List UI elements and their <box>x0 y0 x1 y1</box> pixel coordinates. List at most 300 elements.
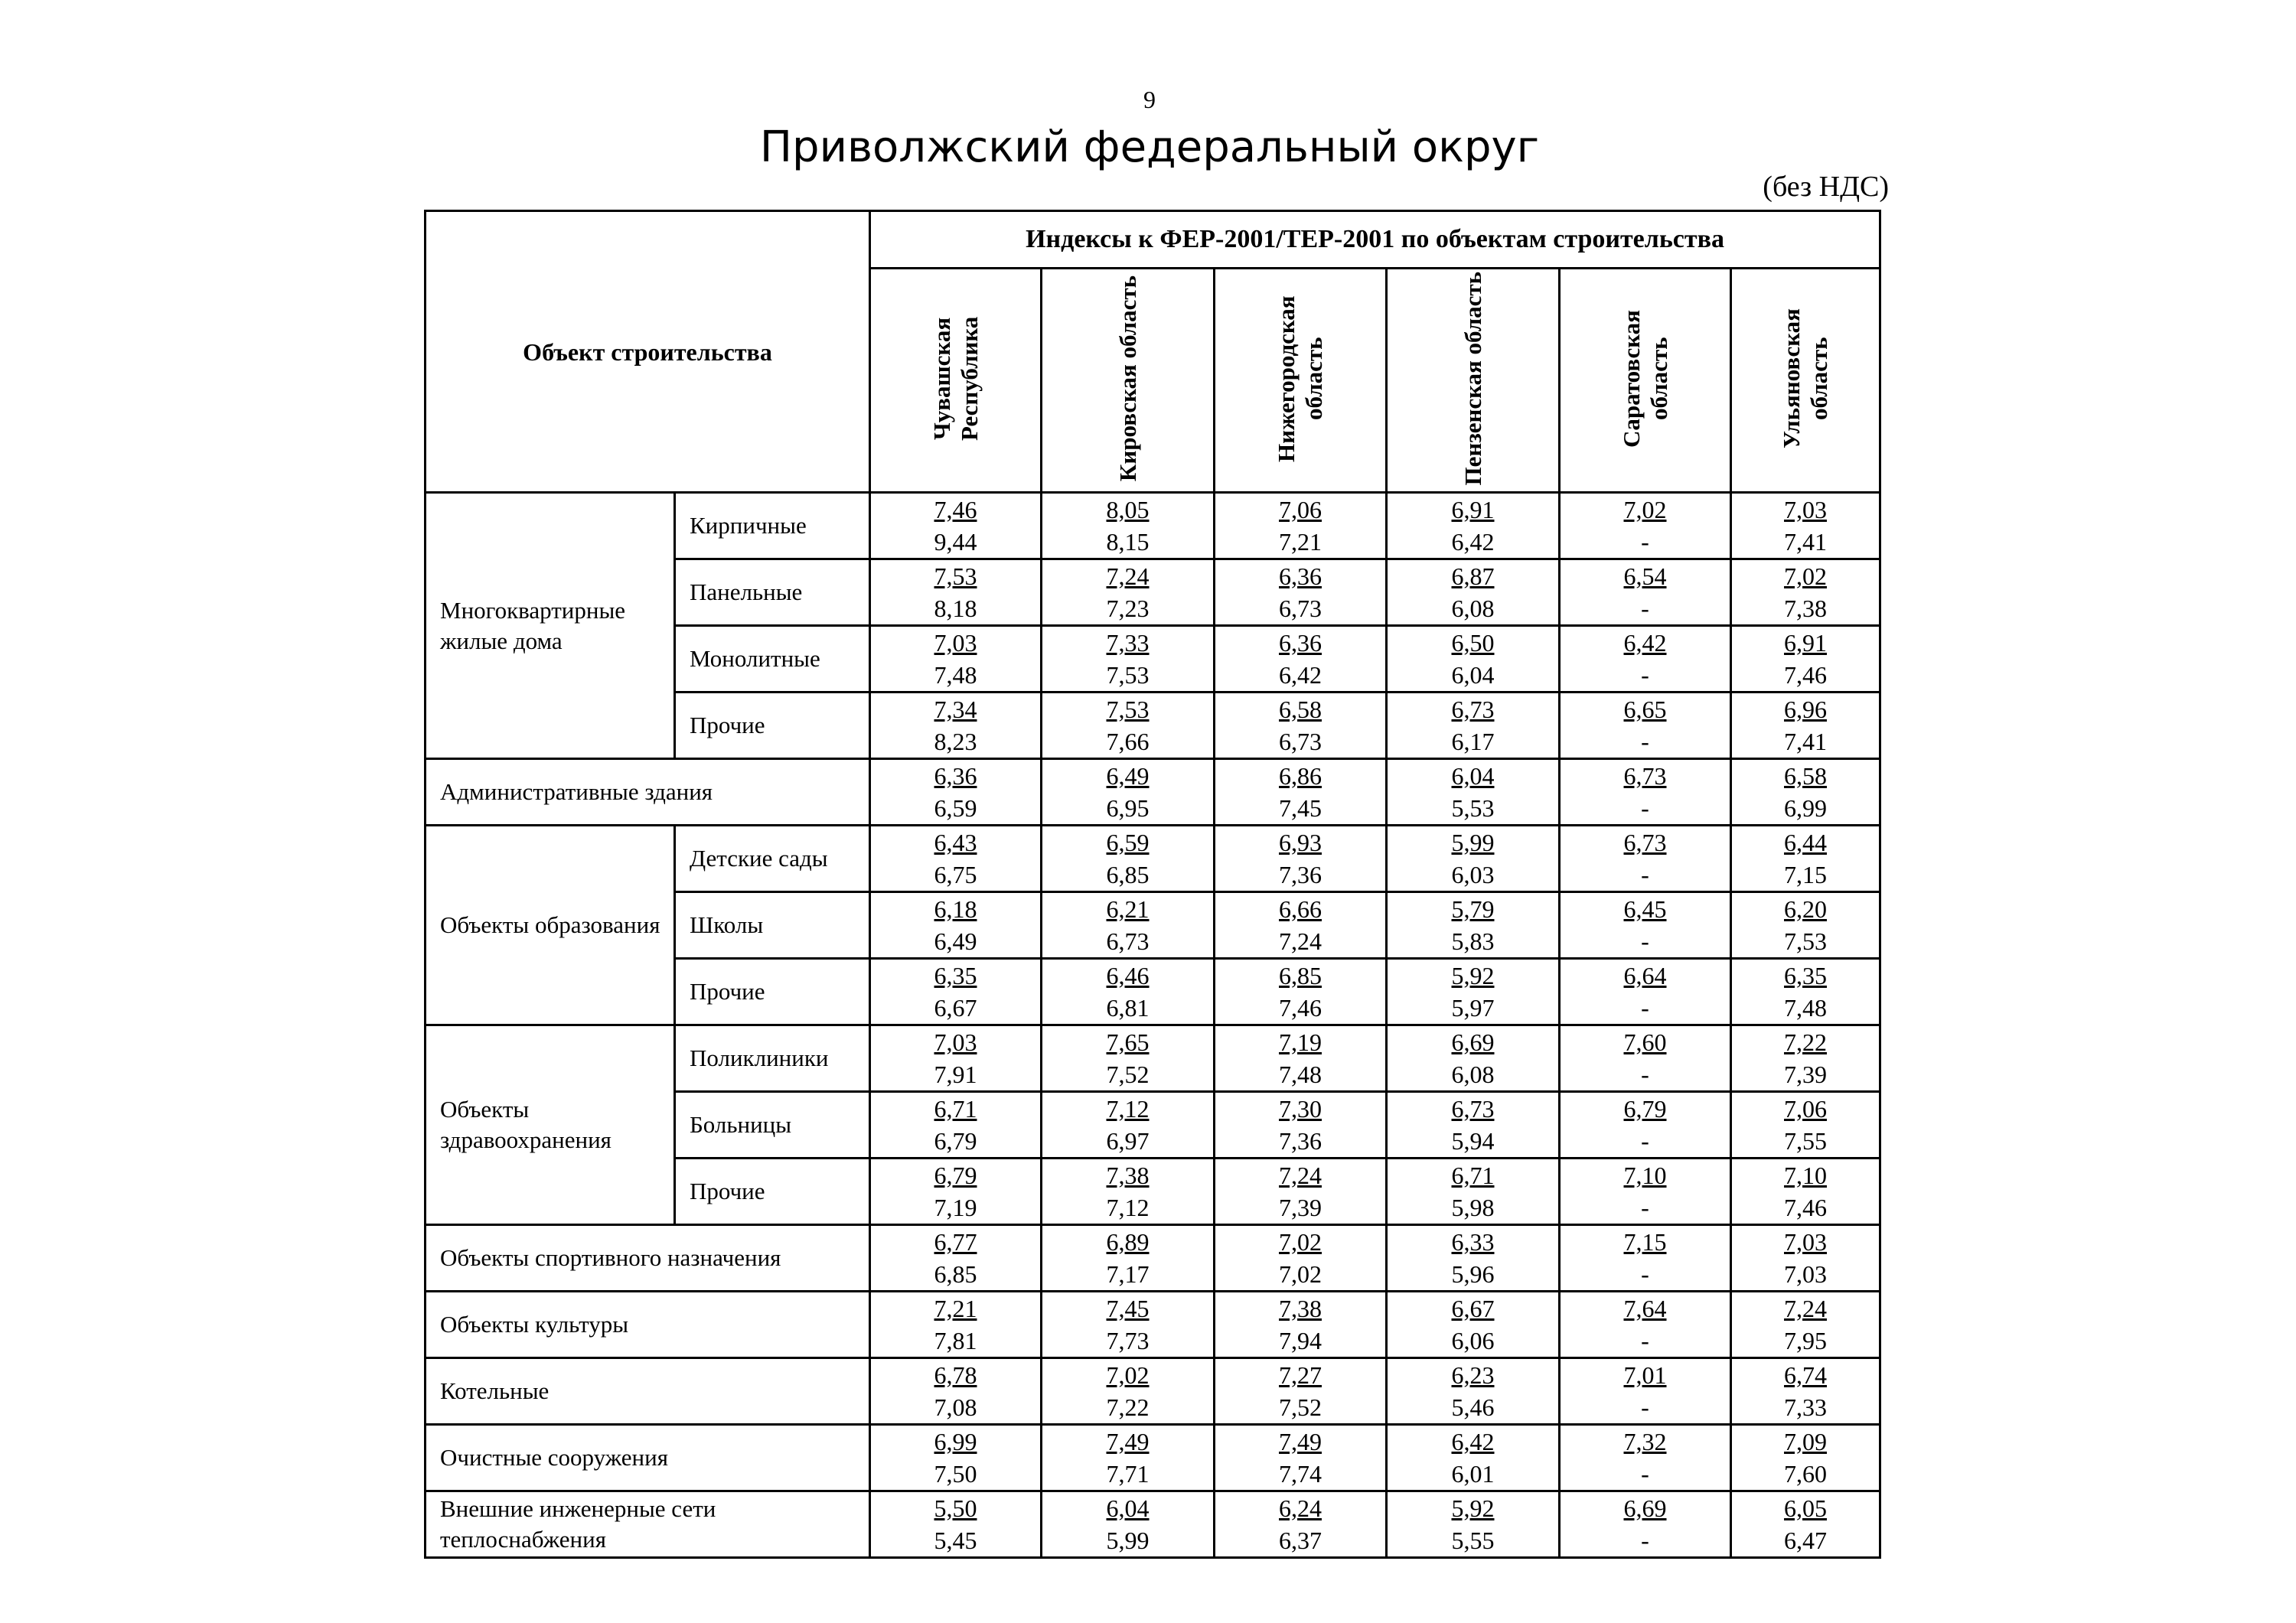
index-fer: 6,78 <box>934 1361 977 1389</box>
index-cell <box>1560 1491 1731 1558</box>
index-cell <box>1560 1225 1731 1292</box>
index-cell <box>870 1159 1042 1225</box>
index-ter: 7,03 <box>1784 1260 1828 1288</box>
object-subtype: Больницы <box>675 1092 870 1159</box>
index-ter: 6,06 <box>1451 1327 1495 1354</box>
index-fer: 7,06 <box>1279 496 1322 523</box>
index-cell <box>1731 826 1880 892</box>
index-fer: 6,24 <box>1279 1494 1322 1522</box>
index-cell <box>1042 1025 1215 1092</box>
index-fer: 7,12 <box>1106 1095 1150 1123</box>
index-cell <box>1387 826 1560 892</box>
index-ter: 7,21 <box>1279 528 1322 556</box>
index-table <box>424 210 1881 1559</box>
index-fer: 6,45 <box>1623 895 1667 923</box>
index-cell <box>1215 826 1387 892</box>
object-subtype: Прочие <box>675 693 870 759</box>
index-fer: 6,69 <box>1623 1494 1667 1522</box>
index-ter: 7,02 <box>1279 1260 1322 1288</box>
index-fer: 7,32 <box>1623 1428 1667 1455</box>
index-ter: 6,59 <box>934 794 977 822</box>
index-fer: 6,04 <box>1451 762 1495 790</box>
index-fer: 6,44 <box>1784 829 1828 856</box>
index-cell <box>1560 759 1731 826</box>
table-row <box>426 1292 1880 1358</box>
index-fer: 6,43 <box>934 829 977 856</box>
index-ter: 7,48 <box>1784 994 1828 1022</box>
index-cell <box>1560 1425 1731 1491</box>
index-cell <box>1042 1159 1215 1225</box>
index-fer: 6,46 <box>1106 962 1150 989</box>
object-subtype: Поликлиники <box>675 1025 870 1092</box>
index-cell <box>1042 1358 1215 1425</box>
index-fer: 7,10 <box>1623 1162 1667 1189</box>
index-fer: 6,35 <box>934 962 977 989</box>
index-fer: 6,04 <box>1106 1494 1150 1522</box>
index-ter: 7,19 <box>934 1194 977 1221</box>
index-fer: 6,73 <box>1623 762 1667 790</box>
index-fer: 6,79 <box>934 1162 977 1189</box>
index-fer: 6,36 <box>1279 562 1322 590</box>
index-ter: 7,48 <box>934 661 977 689</box>
index-ter: 7,46 <box>1784 1194 1828 1221</box>
index-fer: 6,18 <box>934 895 977 923</box>
header-region <box>1042 269 1215 493</box>
index-cell <box>870 493 1042 559</box>
index-fer: 7,33 <box>1106 629 1150 657</box>
index-ter: 8,23 <box>934 728 977 755</box>
index-ter: - <box>1641 728 1649 755</box>
index-cell <box>1215 1092 1387 1159</box>
index-cell <box>1731 1159 1880 1225</box>
index-fer: 6,93 <box>1279 829 1322 856</box>
index-fer: 7,21 <box>934 1295 977 1322</box>
index-fer: 7,60 <box>1623 1028 1667 1056</box>
index-fer: 6,36 <box>1279 629 1322 657</box>
index-cell <box>1560 1092 1731 1159</box>
index-cell <box>1731 892 1880 959</box>
index-ter: 6,42 <box>1279 661 1322 689</box>
index-cell <box>1215 559 1387 626</box>
index-fer: 6,86 <box>1279 762 1322 790</box>
table-row <box>426 826 1880 892</box>
index-ter: 7,08 <box>934 1393 977 1421</box>
index-ter: 7,71 <box>1106 1460 1150 1488</box>
index-ter: 5,97 <box>1451 994 1495 1022</box>
index-ter: - <box>1641 1393 1649 1421</box>
index-fer: 6,87 <box>1451 562 1495 590</box>
index-ter: 5,99 <box>1106 1527 1150 1554</box>
index-ter: 7,91 <box>934 1061 977 1088</box>
index-fer: 7,24 <box>1106 562 1150 590</box>
index-ter: 6,73 <box>1106 927 1150 955</box>
index-ter: 7,36 <box>1279 861 1322 888</box>
index-cell <box>1560 1292 1731 1358</box>
index-cell <box>1731 493 1880 559</box>
index-cell <box>1215 1292 1387 1358</box>
index-fer: 6,71 <box>1451 1162 1495 1189</box>
index-cell <box>1560 1358 1731 1425</box>
index-ter: 7,46 <box>1784 661 1828 689</box>
index-ter: 8,18 <box>934 595 977 622</box>
index-fer: 6,65 <box>1623 696 1667 723</box>
index-fer: 6,91 <box>1451 496 1495 523</box>
index-ter: 6,08 <box>1451 595 1495 622</box>
header-region <box>870 269 1042 493</box>
index-fer: 6,71 <box>934 1095 977 1123</box>
index-ter: - <box>1641 1127 1649 1155</box>
index-cell <box>1731 1225 1880 1292</box>
index-fer: 7,02 <box>1106 1361 1150 1389</box>
index-fer: 7,53 <box>934 562 977 590</box>
index-ter: 7,46 <box>1279 994 1322 1022</box>
object-label: Объекты здравоохранения <box>426 1025 675 1225</box>
index-ter: 7,94 <box>1279 1327 1322 1354</box>
index-cell <box>1560 626 1731 693</box>
index-ter: 7,36 <box>1279 1127 1322 1155</box>
index-cell <box>1042 493 1215 559</box>
index-ter: 7,81 <box>934 1327 977 1354</box>
index-fer: 7,49 <box>1279 1428 1322 1455</box>
index-fer: 7,22 <box>1784 1028 1828 1056</box>
index-ter: - <box>1641 661 1649 689</box>
index-cell <box>1042 892 1215 959</box>
index-fer: 6,59 <box>1106 829 1150 856</box>
index-ter: 7,33 <box>1784 1393 1828 1421</box>
index-ter: 8,15 <box>1106 528 1150 556</box>
region-label: Саратовская область <box>1617 309 1672 448</box>
object-subtype: Панельные <box>675 559 870 626</box>
index-cell <box>1560 1159 1731 1225</box>
index-cell <box>1387 1358 1560 1425</box>
index-ter: 6,73 <box>1279 728 1322 755</box>
index-cell <box>870 1025 1042 1092</box>
index-fer: 7,38 <box>1106 1162 1150 1189</box>
index-cell <box>1731 693 1880 759</box>
index-fer: 6,89 <box>1106 1228 1150 1256</box>
index-cell <box>870 826 1042 892</box>
index-cell <box>1387 759 1560 826</box>
region-label: Нижегородская область <box>1273 295 1327 462</box>
index-fer: 6,96 <box>1784 696 1828 723</box>
index-ter: - <box>1641 861 1649 888</box>
index-fer: 7,65 <box>1106 1028 1150 1056</box>
index-cell <box>1560 493 1731 559</box>
index-ter: 6,79 <box>934 1127 977 1155</box>
index-ter: - <box>1641 1061 1649 1088</box>
table-row <box>426 1491 1880 1558</box>
vat-note: (без НДС) <box>1763 171 1889 203</box>
index-cell <box>1560 892 1731 959</box>
index-fer: 6,58 <box>1784 762 1828 790</box>
index-fer: 6,54 <box>1623 562 1667 590</box>
index-cell <box>1387 1225 1560 1292</box>
index-cell <box>1215 1425 1387 1491</box>
index-ter: 5,45 <box>934 1527 977 1554</box>
object-label: Объекты культуры <box>426 1292 870 1358</box>
index-cell <box>1731 559 1880 626</box>
index-fer: 7,30 <box>1279 1095 1322 1123</box>
table-row <box>426 1425 1880 1491</box>
index-cell <box>1215 1358 1387 1425</box>
index-ter: 7,55 <box>1784 1127 1828 1155</box>
object-subtype: Школы <box>675 892 870 959</box>
index-ter: 7,38 <box>1784 595 1828 622</box>
index-cell <box>1042 826 1215 892</box>
index-ter: 5,98 <box>1451 1194 1495 1221</box>
index-ter: 6,03 <box>1451 861 1495 888</box>
index-fer: 6,50 <box>1451 629 1495 657</box>
index-cell <box>870 1292 1042 1358</box>
header-region <box>1387 269 1560 493</box>
header-region <box>1731 269 1880 493</box>
index-fer: 6,79 <box>1623 1095 1667 1123</box>
index-ter: 7,53 <box>1106 661 1150 689</box>
index-ter: 6,75 <box>934 861 977 888</box>
index-fer: 6,73 <box>1451 1095 1495 1123</box>
index-ter: - <box>1641 1260 1649 1288</box>
index-cell <box>1042 626 1215 693</box>
index-ter: - <box>1641 1527 1649 1554</box>
index-ter: - <box>1641 1327 1649 1354</box>
index-fer: 6,35 <box>1784 962 1828 989</box>
region-label: Пензенская область <box>1459 271 1486 486</box>
index-fer: 5,50 <box>934 1494 977 1522</box>
object-label: Объекты спортивного назначения <box>426 1225 870 1292</box>
index-fer: 7,02 <box>1784 562 1828 590</box>
index-cell <box>1042 1225 1215 1292</box>
index-fer: 6,66 <box>1279 895 1322 923</box>
index-cell <box>1215 1025 1387 1092</box>
index-fer: 6,49 <box>1106 762 1150 790</box>
index-cell <box>1387 1491 1560 1558</box>
index-ter: 6,73 <box>1279 595 1322 622</box>
index-cell <box>1215 1491 1387 1558</box>
index-fer: 7,24 <box>1279 1162 1322 1189</box>
index-cell <box>1042 1292 1215 1358</box>
index-cell <box>1042 1092 1215 1159</box>
region-label: Чувашская Республика <box>928 316 983 441</box>
table-row <box>426 493 1880 559</box>
index-ter: 6,97 <box>1106 1127 1150 1155</box>
index-cell <box>870 759 1042 826</box>
index-fer: 6,21 <box>1106 895 1150 923</box>
object-label: Очистные сооружения <box>426 1425 870 1491</box>
index-ter: 7,41 <box>1784 528 1828 556</box>
index-fer: 7,34 <box>934 696 977 723</box>
index-cell <box>1215 959 1387 1025</box>
index-cell <box>1387 1025 1560 1092</box>
index-cell <box>1731 1092 1880 1159</box>
index-ter: 9,44 <box>934 528 977 556</box>
index-cell <box>870 1225 1042 1292</box>
index-cell <box>1731 1292 1880 1358</box>
index-ter: 5,46 <box>1451 1393 1495 1421</box>
index-fer: 5,79 <box>1451 895 1495 923</box>
object-label: Внешние инженерные сети теплоснабжения <box>426 1491 870 1558</box>
index-ter: 7,66 <box>1106 728 1150 755</box>
object-subtype: Прочие <box>675 1159 870 1225</box>
index-ter: 6,08 <box>1451 1061 1495 1088</box>
index-cell <box>870 693 1042 759</box>
index-cell <box>1215 1225 1387 1292</box>
index-cell <box>1387 1292 1560 1358</box>
index-fer: 7,06 <box>1784 1095 1828 1123</box>
index-fer: 6,64 <box>1623 962 1667 989</box>
index-ter: 6,85 <box>934 1260 977 1288</box>
index-fer: 7,03 <box>934 1028 977 1056</box>
object-label: Многоквартирные жилые дома <box>426 493 675 759</box>
index-cell <box>1731 626 1880 693</box>
index-fer: 6,91 <box>1784 629 1828 657</box>
index-cell <box>870 892 1042 959</box>
index-fer: 6,05 <box>1784 1494 1828 1522</box>
index-cell <box>1215 493 1387 559</box>
index-ter: 5,94 <box>1451 1127 1495 1155</box>
index-fer: 6,99 <box>934 1428 977 1455</box>
index-fer: 7,46 <box>934 496 977 523</box>
index-ter: - <box>1641 595 1649 622</box>
index-ter: - <box>1641 1194 1649 1221</box>
index-fer: 6,20 <box>1784 895 1828 923</box>
index-cell <box>1215 759 1387 826</box>
index-ter: 7,22 <box>1106 1393 1150 1421</box>
index-ter: 7,53 <box>1784 927 1828 955</box>
index-fer: 6,77 <box>934 1228 977 1256</box>
index-cell <box>1560 559 1731 626</box>
index-cell <box>870 1358 1042 1425</box>
index-fer: 7,24 <box>1784 1295 1828 1322</box>
index-cell <box>1387 1092 1560 1159</box>
object-subtype: Монолитные <box>675 626 870 693</box>
header-object: Объект строительства <box>426 211 870 493</box>
index-ter: 7,52 <box>1106 1061 1150 1088</box>
index-cell <box>1215 1159 1387 1225</box>
index-ter: 6,42 <box>1451 528 1495 556</box>
object-label: Котельные <box>426 1358 870 1425</box>
index-ter: 6,81 <box>1106 994 1150 1022</box>
region-label: Ульяновская область <box>1778 308 1833 448</box>
region-label: Кировская область <box>1114 275 1141 482</box>
index-ter: 7,39 <box>1784 1061 1828 1088</box>
index-ter: 7,45 <box>1279 794 1322 822</box>
index-cell <box>1387 559 1560 626</box>
index-cell <box>1215 693 1387 759</box>
index-fer: 6,74 <box>1784 1361 1828 1389</box>
index-cell <box>1560 693 1731 759</box>
index-ter: 6,49 <box>934 927 977 955</box>
index-fer: 6,73 <box>1623 829 1667 856</box>
index-ter: - <box>1641 927 1649 955</box>
index-fer: 7,64 <box>1623 1295 1667 1322</box>
index-fer: 7,45 <box>1106 1295 1150 1322</box>
header-region <box>1560 269 1731 493</box>
index-ter: 5,53 <box>1451 794 1495 822</box>
index-ter: 7,50 <box>934 1460 977 1488</box>
index-ter: 6,01 <box>1451 1460 1495 1488</box>
index-ter: - <box>1641 1460 1649 1488</box>
index-cell <box>1042 559 1215 626</box>
index-ter: 7,52 <box>1279 1393 1322 1421</box>
index-fer: 7,02 <box>1279 1228 1322 1256</box>
index-ter: 7,23 <box>1106 595 1150 622</box>
index-cell <box>1387 892 1560 959</box>
index-ter: 6,99 <box>1784 794 1828 822</box>
index-fer: 5,92 <box>1451 962 1495 989</box>
index-cell <box>1042 759 1215 826</box>
index-ter: 5,96 <box>1451 1260 1495 1288</box>
page-title: Приволжский федеральный округ <box>759 122 1540 172</box>
index-ter: 7,48 <box>1279 1061 1322 1088</box>
index-ter: - <box>1641 994 1649 1022</box>
index-fer: 6,73 <box>1451 696 1495 723</box>
table-row <box>426 759 1880 826</box>
index-cell <box>1215 892 1387 959</box>
index-cell <box>1387 626 1560 693</box>
index-ter: 7,15 <box>1784 861 1828 888</box>
table-row <box>426 1025 1880 1092</box>
index-fer: 7,38 <box>1279 1295 1322 1322</box>
index-cell <box>1731 759 1880 826</box>
index-cell <box>1215 626 1387 693</box>
index-ter: 6,47 <box>1784 1527 1828 1554</box>
index-cell <box>870 1425 1042 1491</box>
index-cell <box>1387 959 1560 1025</box>
index-fer: 7,10 <box>1784 1162 1828 1189</box>
object-subtype: Кирпичные <box>675 493 870 559</box>
header-region <box>1215 269 1387 493</box>
index-ter: 7,17 <box>1106 1260 1150 1288</box>
object-subtype: Прочие <box>675 959 870 1025</box>
index-ter: 5,55 <box>1451 1527 1495 1554</box>
index-fer: 7,03 <box>1784 496 1828 523</box>
page-number: 9 <box>1143 86 1156 113</box>
index-cell <box>1731 1358 1880 1425</box>
index-fer: 8,05 <box>1106 496 1150 523</box>
index-fer: 7,15 <box>1623 1228 1667 1256</box>
index-cell <box>1387 493 1560 559</box>
index-fer: 6,58 <box>1279 696 1322 723</box>
index-ter: 6,37 <box>1279 1527 1322 1554</box>
index-ter: 6,04 <box>1451 661 1495 689</box>
index-cell <box>1387 1159 1560 1225</box>
index-cell <box>1387 693 1560 759</box>
index-cell <box>870 1491 1042 1558</box>
index-fer: 7,03 <box>1784 1228 1828 1256</box>
index-fer: 7,03 <box>934 629 977 657</box>
index-fer: 7,49 <box>1106 1428 1150 1455</box>
index-fer: 7,27 <box>1279 1361 1322 1389</box>
index-cell <box>1560 1025 1731 1092</box>
index-ter: 7,60 <box>1784 1460 1828 1488</box>
index-cell <box>1042 1425 1215 1491</box>
index-ter: 6,95 <box>1106 794 1150 822</box>
index-fer: 7,19 <box>1279 1028 1322 1056</box>
index-cell <box>1731 1491 1880 1558</box>
index-ter: 7,12 <box>1106 1194 1150 1221</box>
index-ter: 7,24 <box>1279 927 1322 955</box>
table-row <box>426 1358 1880 1425</box>
index-fer: 6,85 <box>1279 962 1322 989</box>
index-fer: 5,92 <box>1451 1494 1495 1522</box>
table-row <box>426 1225 1880 1292</box>
index-fer: 6,23 <box>1451 1361 1495 1389</box>
index-cell <box>1387 1425 1560 1491</box>
index-fer: 5,99 <box>1451 829 1495 856</box>
index-fer: 6,42 <box>1623 629 1667 657</box>
index-cell <box>1731 959 1880 1025</box>
index-ter: 7,74 <box>1279 1460 1322 1488</box>
